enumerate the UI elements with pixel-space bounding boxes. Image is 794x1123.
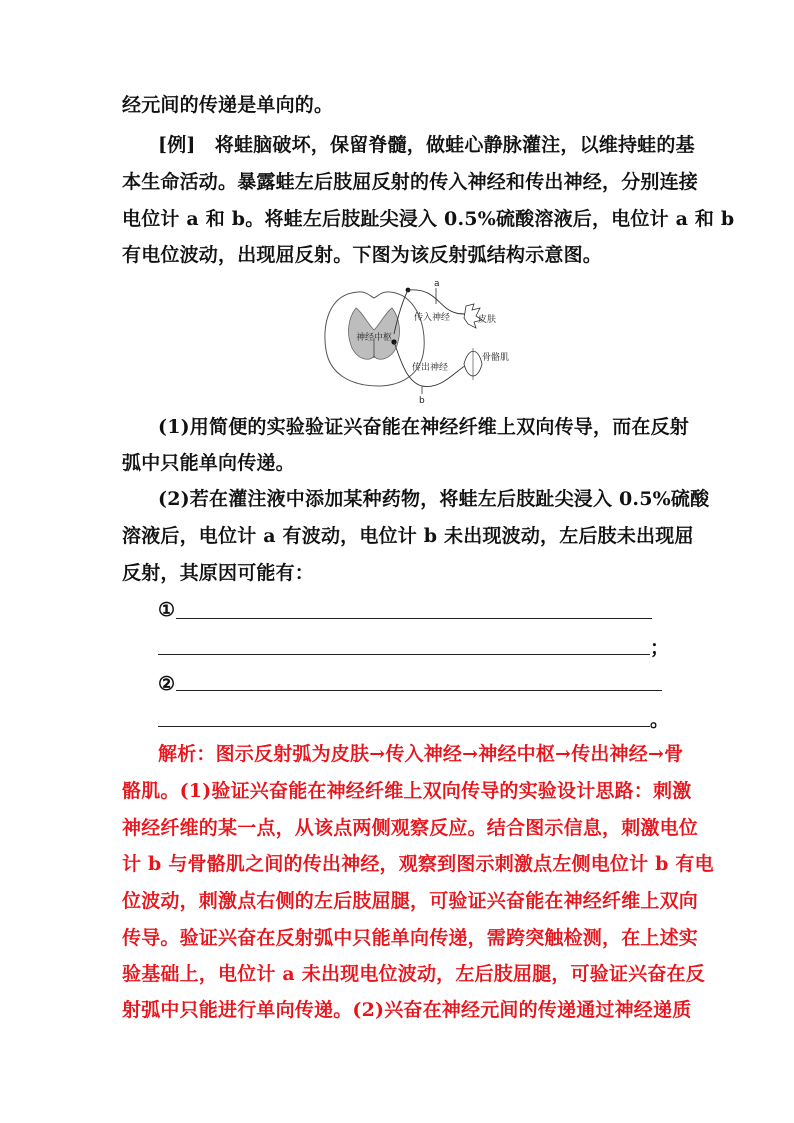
text-line: 经元间的传递是单向的。 bbox=[122, 94, 334, 116]
example-line: [例] 将蛙脑破坏，保留脊髓，做蛙心静脉灌注，以维持蛙的基 bbox=[158, 134, 695, 156]
question-2-line: 溶液后，电位计 a 有波动，电位计 b 未出现波动，左后肢未出现屈 bbox=[122, 525, 694, 547]
label-efferent: 传出神经 bbox=[412, 363, 449, 373]
question-1-line: (1)用简便的实验验证兴奋能在神经纤维上双向传导，而在反射 bbox=[158, 416, 690, 438]
label-center: 神经中枢 bbox=[356, 333, 393, 343]
question-2-line: (2)若在灌注液中添加某种药物，将蛙左后肢趾尖浸入 0.5%硫酸 bbox=[158, 488, 710, 510]
afferent-nerve bbox=[408, 290, 468, 314]
analysis-line: 骼肌。(1)验证兴奋能在神经纤维上双向传导的实验设计思路：刺激 bbox=[122, 780, 692, 802]
label-a: a bbox=[434, 279, 440, 289]
analysis-line: 神经纤维的某一点，从该点两侧观察反应。结合图示信息，刺激电位 bbox=[122, 817, 699, 839]
answer-mark-2: ② bbox=[158, 673, 176, 695]
analysis-line: 传导。验证兴奋在反射弧中只能单向传递，需跨突触检测，在上述实 bbox=[122, 927, 699, 949]
answer-blank-1a[interactable] bbox=[176, 618, 652, 619]
answer-mark-1: ① bbox=[158, 599, 176, 621]
analysis-line: 验基础上，电位计 a 未出现电位波动，左后肢屈腿，可验证兴奋在反 bbox=[122, 963, 705, 985]
answer-blank-2a[interactable] bbox=[176, 690, 662, 691]
answer-blank-1b[interactable] bbox=[158, 654, 650, 655]
semicolon-mark: ； bbox=[650, 637, 670, 659]
label-skin: 皮肤 bbox=[478, 315, 497, 325]
analysis-line: 解析：图示反射弧为皮肤→传入神经→神经中枢→传出神经→骨 bbox=[158, 743, 684, 765]
text-line: 电位计 a 和 b。将蛙左后肢趾尖浸入 0.5%硫酸溶液后，电位计 a 和 b bbox=[122, 208, 735, 230]
question-1-line: 弧中只能单向传递。 bbox=[122, 452, 295, 474]
period-mark: 。 bbox=[650, 709, 670, 731]
reflex-arc-diagram bbox=[318, 278, 518, 406]
analysis-line: 计 b 与骨骼肌之间的传出神经，观察到图示刺激点左侧电位计 b 有电 bbox=[122, 853, 714, 875]
answer-blank-2b[interactable] bbox=[158, 726, 650, 727]
question-2-line: 反射，其原因可能有： bbox=[122, 562, 315, 584]
analysis-line: 射弧中只能进行单向传递。(2)兴奋在神经元间的传递通过神经递质 bbox=[122, 999, 692, 1021]
label-muscle: 骨骼肌 bbox=[482, 353, 510, 363]
text-line: 本生命活动。暴露蛙左后肢屈反射的传入神经和传出神经，分别连接 bbox=[122, 171, 699, 193]
label-b: b bbox=[419, 396, 425, 406]
analysis-line: 位波动，刺激点右侧的左后肢屈腿，可验证兴奋能在神经纤维上双向 bbox=[122, 890, 699, 912]
label-afferent: 传入神经 bbox=[414, 313, 451, 323]
text-line: 有电位波动，出现屈反射。下图为该反射弧结构示意图。 bbox=[122, 244, 603, 266]
